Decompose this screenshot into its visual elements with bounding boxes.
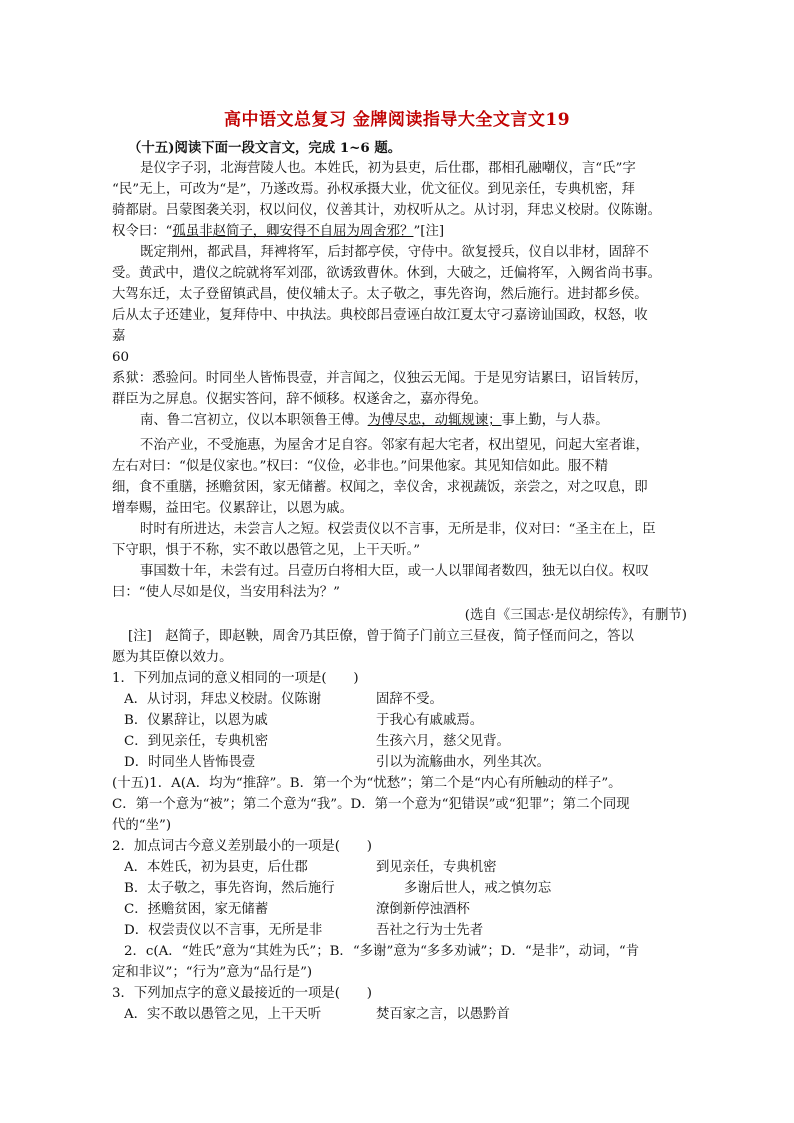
text-fragment: 权令曰：“ bbox=[112, 224, 173, 239]
text-line: 大驾东迁，太子登留镇武昌，使仪辅太子。太子敬之，事先咨询，然后施行。进封都乡侯。 bbox=[112, 287, 648, 302]
text-line: 增奉赐，益田宅。仪累辞让，以恩为戚。 bbox=[112, 501, 354, 516]
question-2: 2．加点词古今意义差别最小的一项是( ) bbox=[112, 839, 372, 854]
text-line: 群臣为之屏息。仪据实答问，辞不倾移。权遂舍之，嘉亦得免。 bbox=[112, 392, 487, 407]
text-line: 事国数十年，未尝有过。吕壹历白将相大臣，或一人以罪闻者数四，独无以白仪。权叹 bbox=[140, 564, 649, 579]
q1-answer: 代的“坐”) bbox=[112, 818, 172, 833]
underlined-sentence: 孤虽非赵简子，卿安得不自屈为周舍邪？ bbox=[172, 224, 414, 239]
text-fragment: 事上勤，与人恭。 bbox=[501, 413, 609, 428]
text-line: 系狱：悉验问。时同坐人皆怖畏壹，并言闻之，仪独云无闻。于是见穷诘累曰，诏旨转厉， bbox=[112, 371, 648, 386]
q3-option-a: A．实不敢以愚管之见，上干天听 焚百家之言，以愚黔首 bbox=[124, 1007, 510, 1022]
text-line: 后从太子还建业，复拜侍中、中执法。典校郎吕壹诬白故江夏太守刁嘉谤讪国政，权怒，收 bbox=[112, 308, 648, 323]
text-line: 时时有所进达，未尝言人之短。权尝责仪以不言事，无所是非，仪对曰：“圣主在上，臣 bbox=[140, 522, 656, 537]
q1-option-d: D．时同坐人皆怖畏壹 引以为流觞曲水，列坐其次。 bbox=[124, 755, 551, 770]
q1-option-b: B．仪累辞让，以恩为戚 于我心有戚戚焉。 bbox=[124, 713, 484, 728]
question-1: 1．下列加点词的意义相同的一项是( ) bbox=[112, 671, 359, 686]
q1-option-a: A．从讨羽，拜忠义校尉。仪陈谢 固辞不受。 bbox=[124, 692, 443, 707]
underlined-sentence: 为傅尽忠，动辄规谏； bbox=[367, 413, 502, 428]
q2-answer: 2．c(A．“姓氏”意为“其姓为氏”；B．“多谢”意为“多多劝诫”；D．“是非”，动词，“肯 bbox=[124, 944, 640, 959]
q2-option-c: C．拯赡贫困，家无储蓄 潦倒新停浊酒杯 bbox=[124, 902, 470, 917]
source-citation: (选自《三国志·是仪胡综传》，有删节) bbox=[464, 608, 687, 623]
text-line: 左右对曰：“似是仪家也。”权曰：“仪俭，必非也。”问果他家。其见知信如此。服不精 bbox=[112, 459, 609, 474]
q2-option-d: D．权尝责仪以不言事，无所是非 吾社之行为士先者 bbox=[124, 923, 484, 938]
text-line: 是仪字子羽，北海营陵人也。本姓氏，初为县吏，后仕郡，郡相孔融嘲仪，言“氏”字 bbox=[140, 161, 636, 176]
text-line bbox=[112, 222, 687, 243]
text-line: “民”无上，可改为“是”，乃遂改焉。孙权承摄大业，优文征仪。到见亲任，专典机密，拜 bbox=[112, 182, 635, 197]
text-line: 不治产业，不受施惠，为屋舍才足自容。邻家有起大宅者，权出望见，问起大室者谁， bbox=[140, 438, 649, 453]
q1-answer: C．第一个意为“被”；第二个意为“我”。D．第一个意为“犯错误”或“犯罪”；第二个同现 bbox=[112, 797, 630, 812]
page-number: 60 bbox=[112, 350, 130, 365]
question-3: 3．下列加点字的意义最接近的一项是( ) bbox=[112, 986, 372, 1001]
q1-option-c: C．到见亲任，专典机密 生孩六月，慈父见背。 bbox=[124, 734, 510, 749]
text-line bbox=[112, 411, 715, 432]
text-line: 嘉 bbox=[112, 329, 126, 344]
text-fragment: 南、鲁二宫初立，仪以本职领鲁王傅。 bbox=[140, 413, 368, 428]
text-line: 既定荆州，都武昌，拜裨将军，后封都亭侯，守侍中。欲复授兵，仪自以非材，固辞不 bbox=[140, 245, 649, 260]
text-line: 受。黄武中，遣仪之皖就将军刘邵，欲诱致曹休。休到，大破之，迁偏将军，入阙省尚书事。 bbox=[112, 266, 662, 281]
annotation: [注] 赵简子，即赵鞅，周舍乃其臣僚，曾于简子门前立三昼夜，简子怪而问之，答以 bbox=[128, 629, 634, 644]
text-line: 下守职，惧于不称，实不敢以愚管之见，上干天听。” bbox=[112, 543, 421, 558]
q2-answer: 定和非议”；“行为”意为“品行是”) bbox=[112, 965, 313, 980]
q2-option-b: B．太子敬之，事先咨询，然后施行 多谢后世人，戒之慎勿忘 bbox=[124, 881, 552, 896]
text-fragment: ”[注] bbox=[413, 224, 445, 239]
document-title: 高中语文总复习 金牌阅读指导大全文言文19 bbox=[223, 110, 571, 130]
text-line: 曰：“使人尽如是仪，当安用科法为？” bbox=[112, 585, 340, 600]
q1-answer: (十五)1．A(A．均为“推辞”。B．第一个为“忧愁”；第二个是“内心有所触动的样子”。 bbox=[112, 776, 622, 791]
text-line: 细，食不重膳，拯赡贫困，家无储蓄。权闻之，幸仪舍，求视蔬饭，亲尝之，对之叹息，即 bbox=[112, 480, 648, 495]
text-line: 骑都尉。吕蒙图袭关羽，权以问仪，仪善其计，劝权听从之。从讨羽，拜忠义校尉。仪陈谢。 bbox=[112, 203, 662, 218]
section-heading: （十五)阅读下面一段文言文，完成 1~6 题。 bbox=[128, 140, 402, 156]
q2-option-a: A．本姓氏，初为县吏，后仕郡 到见亲任，专典机密 bbox=[124, 860, 497, 875]
annotation: 愿为其臣僚以效力。 bbox=[112, 650, 233, 665]
